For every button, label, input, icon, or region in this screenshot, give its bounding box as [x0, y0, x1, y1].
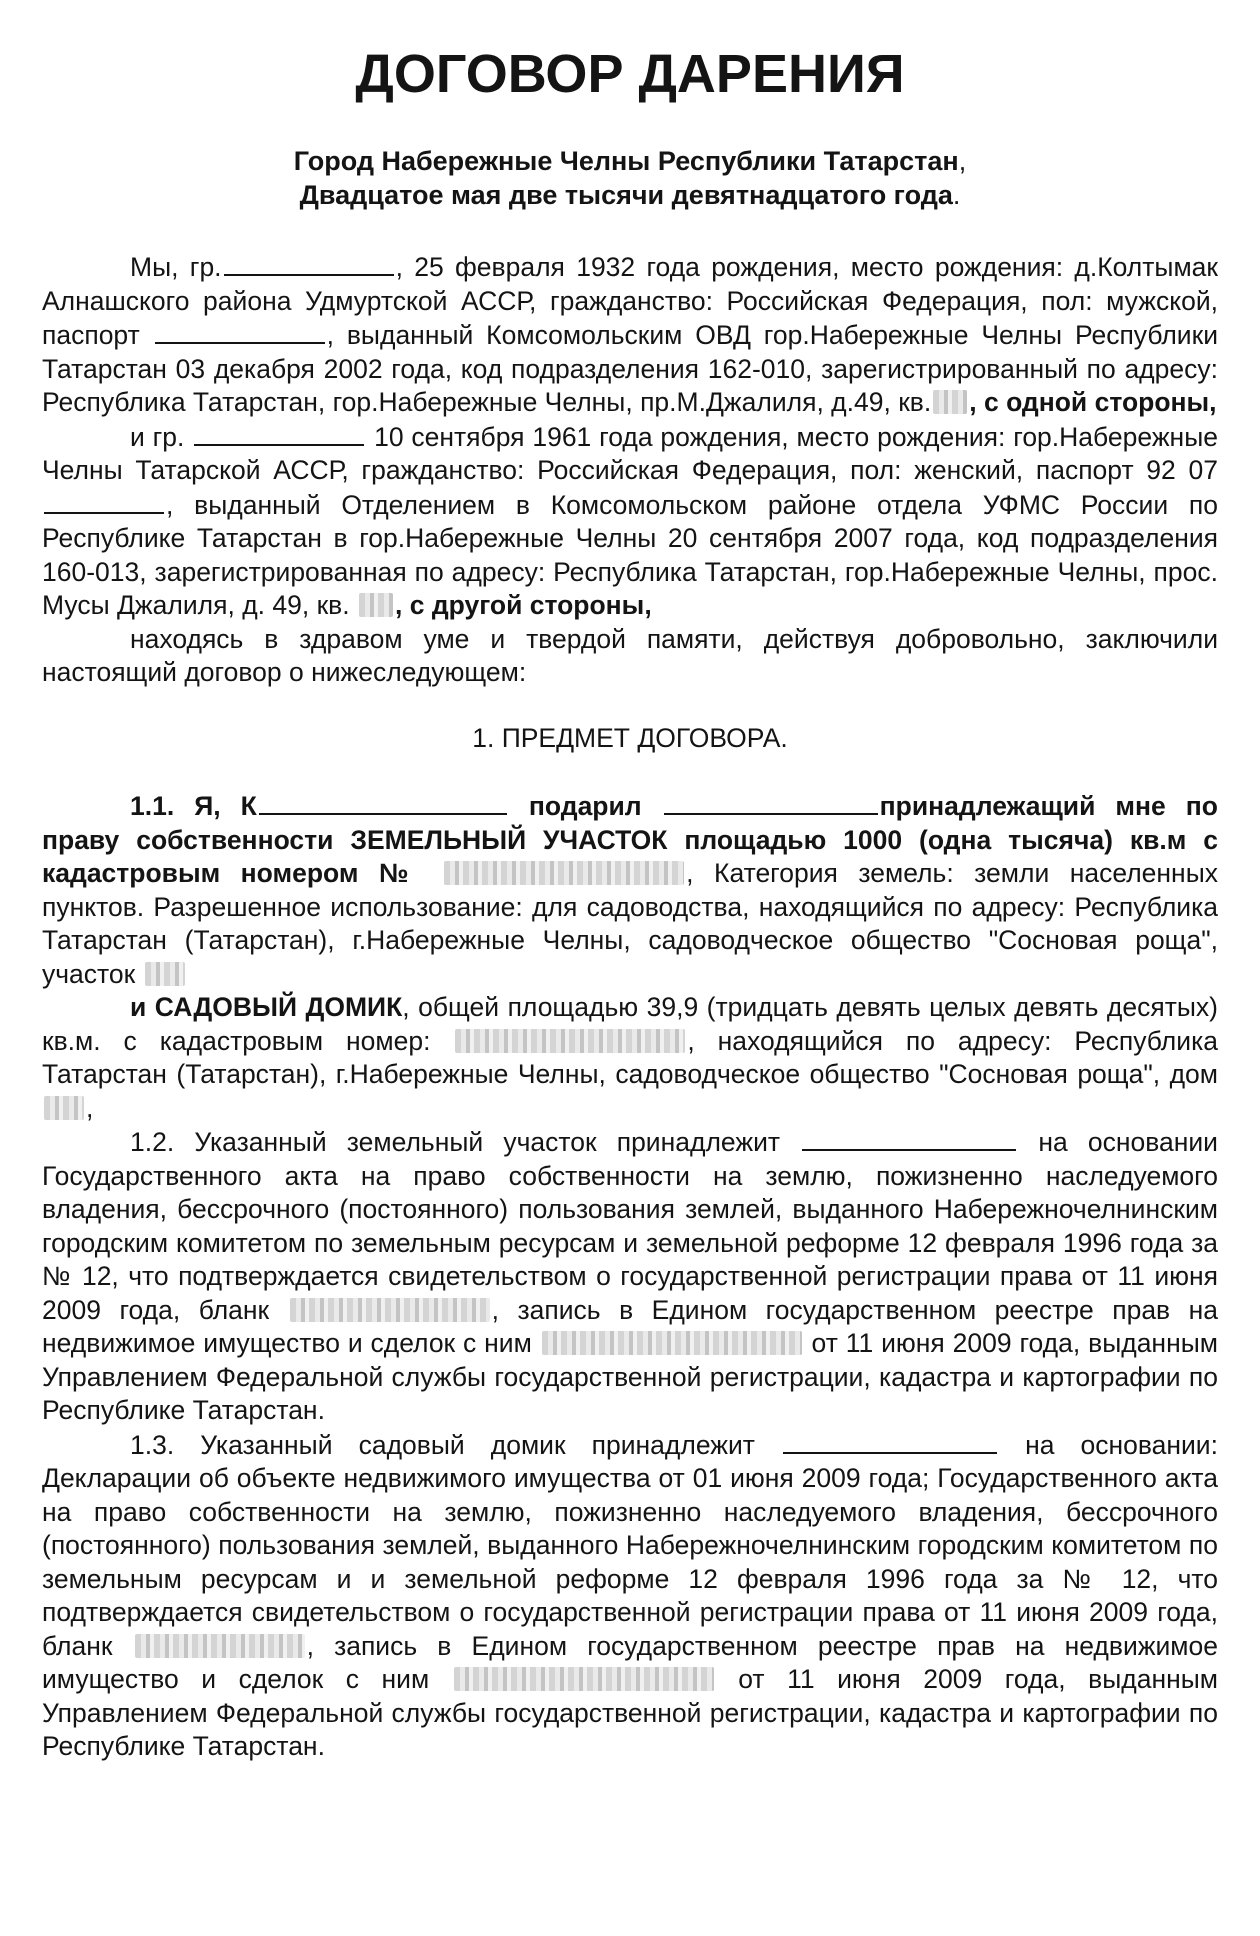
clause-1-1-gifted: подарил — [528, 791, 642, 821]
redacted-form-number-2 — [135, 1634, 305, 1658]
clause-1-2-lead: 1.2. Указанный земельный участок принадлежит — [130, 1127, 781, 1157]
redacted-registry-record-2 — [454, 1667, 714, 1691]
donor-intro: Мы, гр. — [130, 252, 222, 282]
date-text: Двадцатое мая две тысячи девятнадцатого года — [299, 180, 953, 210]
donor-text-2: , выданный Комсомольским ОВД гор.Набережные Челны Республики Татарстан 03 декабря 2002 года, код подразделения 162-010, зарегистрированный по адресу: Республика Татарстан, гор.Набережные Челны, пр.М.Джалиля, д.49, кв. — [42, 320, 1218, 417]
paragraph-donee — [42, 420, 1218, 623]
date-period: . — [952, 180, 961, 210]
redacted-apartment — [933, 390, 967, 414]
place-comma: , — [958, 146, 967, 176]
redacted-apartment-2 — [359, 593, 393, 617]
place-and-date — [42, 144, 1218, 212]
paragraph-1-1-house — [42, 991, 1218, 1125]
contract-body — [42, 250, 1218, 1764]
clause-1-1-lead: 1.1. Я, К — [130, 791, 257, 821]
place-text: Город Набережные Челны Республики Татарстан — [293, 146, 959, 176]
donor-text: , 25 февраля 1932 года рождения, место рождения: д.Колтымак Алнашского района Удмуртской АССР, гражданство: Российская Федерация, пол: мужской, паспорт — [42, 252, 1218, 350]
blank-donor-surname — [259, 789, 507, 815]
blank-donor-passport — [155, 318, 325, 344]
blank-donee-name — [194, 420, 364, 446]
blank-donee — [664, 789, 878, 815]
donee-text-2: , выданный Отделением в Комсомольском районе отдела УФМС России по Республике Татарстан в гор.Набережные Челны 20 сентября 2007 года, код подразделения 160-013, зарегистрированная по адресу: Республика Татарстан, гор.Набережные Челны, прос. Мусы Джалиля, д. 49, кв. — [42, 489, 1218, 620]
paragraph-1-2 — [42, 1125, 1218, 1428]
clause-1-2-text-2: , запись в Едином государственном реестре прав на недвижимое имущество и сделок с ним — [42, 1294, 1218, 1358]
redacted-plot-number — [145, 962, 185, 986]
clause-1-1-text: , Категория земель: земли населенных пунктов. Разрешенное использование: для садоводства, находящийся по адресу: Республика Татарстан (Татарстан), г.Набережные Челны, садоводческое общество "Сосновая роща", участок — [42, 858, 1218, 989]
redacted-registry-record — [542, 1331, 802, 1355]
donee-text: 10 сентября 1961 года рождения, место рождения: гор.Набережные Челны Татарской АССР, гражданство: Российская Федерация, пол: женский, паспорт 92 07 — [42, 421, 1218, 485]
clause-1-2-text: на основании Государственного акта на право собственности на землю, пожизненно наследуемого владения, бессрочного (постоянного) пользования землей, выданного Набережночелнинским городским комитетом по земельным ресурсам и земельной реформе 12 февраля 1996 года за № 12, что подтверждается свидетельством о государственной регистрации права от 11 июня 2009 года, бланк — [42, 1127, 1218, 1325]
paragraph-donor — [42, 250, 1218, 420]
clause-garden-house-text-2: , находящийся по адресу: Республика Татарстан (Татарстан), г.Набережные Челны, садоводческое общество "Сосновая роща", дом — [42, 1025, 1218, 1089]
clause-garden-house-end: , — [86, 1092, 94, 1123]
donee-intro: и гр. — [130, 421, 185, 452]
redacted-house-number — [44, 1096, 84, 1120]
blank-owner-house — [783, 1428, 997, 1454]
donor-side: , с одной стороны, — [969, 387, 1217, 417]
redacted-form-number — [290, 1298, 490, 1322]
blank-owner-plot — [802, 1125, 1016, 1151]
blank-donee-passport — [44, 488, 164, 514]
paragraph-1-3 — [42, 1428, 1218, 1764]
clause-1-3-text: на основании: Декларации об объекте недвижимого имущества от 01 июня 2009 года; Государственного акта на право собственности на землю, пожизненно наследуемого владения, бессрочного (постоянного) пользования землей, выданного Набережночелнинским городским комитетом по земельным ресурсам и и земельной реформе 12 февраля 1996 года за № 12, что подтверждается свидетельством о государственной регистрации права от 11 июня 2009 года, бланк — [42, 1429, 1218, 1661]
paragraph-1-1 — [42, 789, 1218, 991]
clause-1-1-bold-text: принадлежащий мне по праву собственности ЗЕМЕЛЬНЫЙ УЧАСТОК площадью 1000 (одна тысяча) кв.м с кадастровым номером № — [42, 791, 1218, 888]
clause-garden-house-text: , общей площадью 39,9 (тридцать девять целых девять десятых) кв.м. с кадастровым номер: — [42, 992, 1218, 1056]
section-heading: 1. ПРЕДМЕТ ДОГОВОРА. — [472, 722, 788, 753]
paragraph-agreement: находясь в здравом уме и твердой памяти, действуя добровольно, заключили настоящий договор о нижеследующем: — [42, 623, 1218, 687]
redacted-house-cadastral-number — [455, 1029, 685, 1053]
date-line — [42, 178, 1218, 212]
clause-1-2-text-3: от 11 июня 2009 года, выданным Управлением Федеральной службы государственной регистрации, кадастра и картографии по Республике Татарстан. — [42, 1328, 1218, 1425]
document-title: ДОГОВОР ДАРЕНИЯ — [355, 44, 905, 104]
clause-1-3-text-3: от 11 июня 2009 года, выданным Управлением Федеральной службы государственной регистрации, кадастра и картографии по Республике Татарстан. — [42, 1664, 1218, 1761]
clause-1-3-lead: 1.3. Указанный садовый домик принадлежит — [130, 1429, 755, 1460]
clause-1-3-text-2: , запись в Едином государственном реестре прав на недвижимое имущество и сделок с ним — [42, 1630, 1218, 1694]
redacted-cadastral-number — [444, 861, 684, 885]
blank-donor-name — [224, 250, 394, 276]
place-line — [42, 144, 1218, 178]
clause-garden-house-bold: и САДОВЫЙ ДОМИК — [130, 992, 403, 1022]
donee-side: , с другой стороны, — [395, 590, 652, 620]
